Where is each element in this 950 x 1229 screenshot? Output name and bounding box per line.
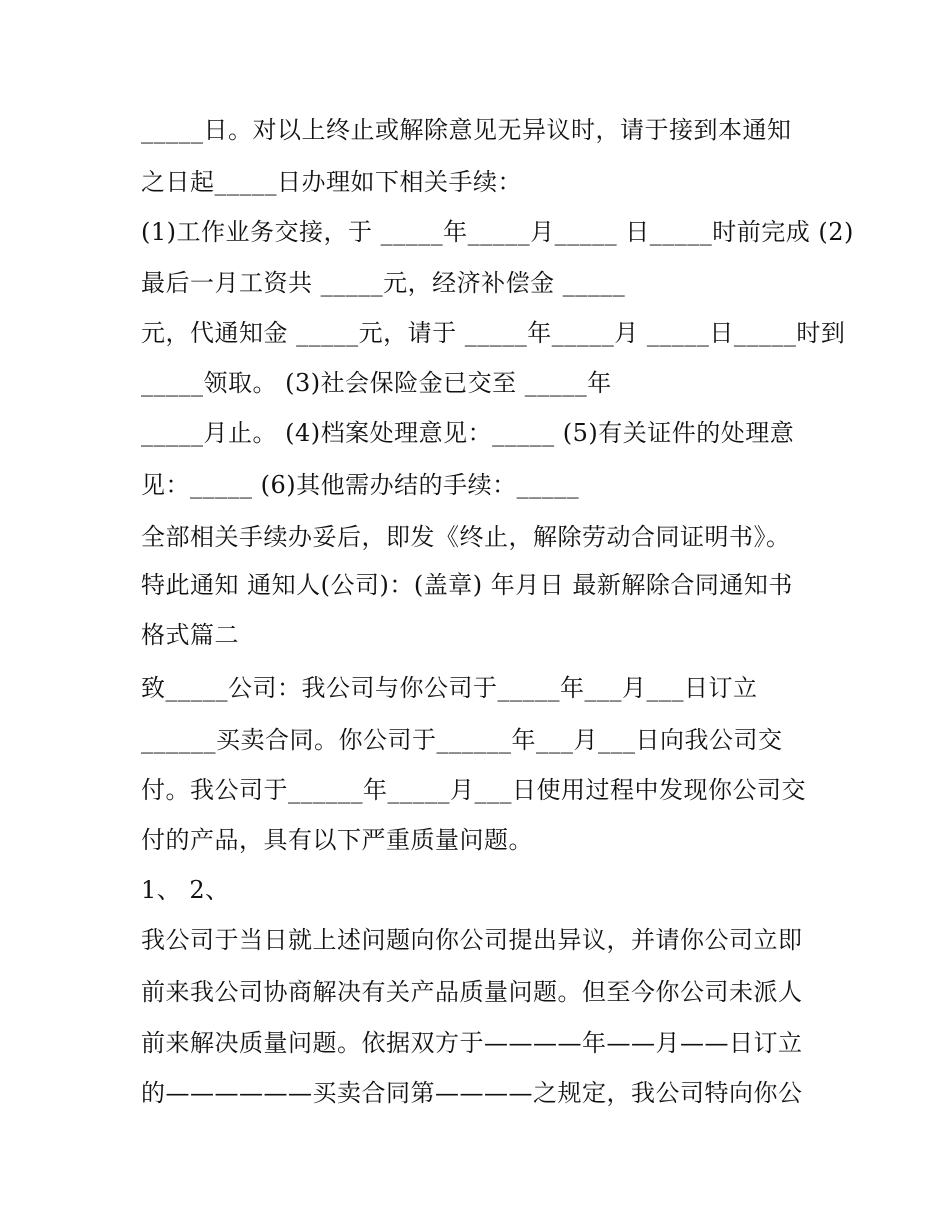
text-line: 全部相关手续办妥后，即发《终止，解除劳动合同证明书》。 [141,523,791,551]
text-line: 元，代通知金 _____元，请于 _____年_____月 _____日_____时到 [141,319,846,347]
text-line: 付的产品，具有以下严重质量问题。 [141,826,533,854]
text-line: 特此通知 通知人(公司)：(盖章) 年月日 最新解除合同通知书 [141,571,793,599]
text-line: 之日起_____日办理如下相关手续： [141,168,522,196]
text-line: (1)工作业务交接，于 _____年_____月_____ 日_____时前完成 (2) [141,218,854,246]
text-line: 1、 2、 [141,876,230,904]
text-line: ______买卖合同。你公司于______年___月___日向我公司交 [141,726,783,754]
text-line: 我公司于当日就上述问题向你公司提出异议，并请你公司立即 [141,926,803,954]
text-line: 的——————买卖合同第————之规定，我公司特向你公 [141,1079,803,1107]
text-line: 付。我公司于______年_____月___日使用过程中发现你公司交 [141,776,806,804]
text-line: _____月止。 (4)档案处理意见：_____ (5)有关证件的处理意 [141,419,795,447]
text-line: 前来解决质量问题。依据双方于————年——月——日订立 [141,1029,803,1057]
text-line: _____领取。 (3)社会保险金已交至 _____年 [141,369,612,397]
section-heading: 格式篇二 [141,621,239,649]
text-line: 见：_____ (6)其他需办结的手续：_____ [141,471,580,499]
text-line: _____日。对以上终止或解除意见无异议时，请于接到本通知 [141,116,792,144]
text-line: 前来我公司协商解决有关产品质量问题。但至今你公司未派人 [141,978,803,1006]
text-line: 致_____公司：我公司与你公司于_____年___月___日订立 [141,674,758,702]
text-line: 最后一月工资共 _____元，经济补偿金 _____ [141,269,626,297]
